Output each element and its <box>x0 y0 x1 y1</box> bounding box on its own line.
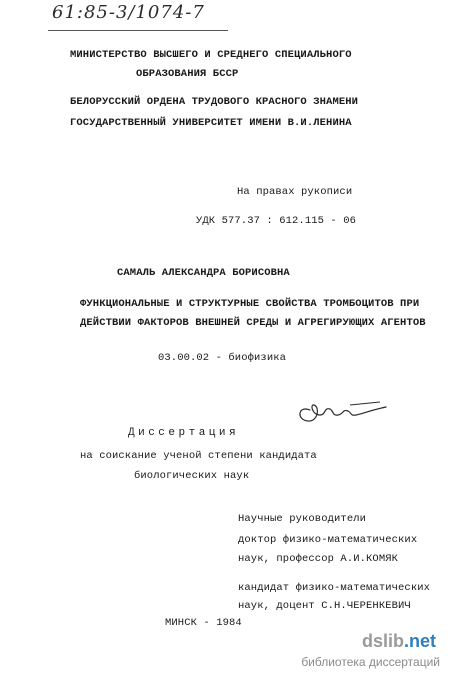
specialty-code: 03.00.02 - биофизика <box>158 352 287 364</box>
degree-line-1: на соискание ученой степени кандидата <box>80 450 317 462</box>
degree-line-2: биологических наук <box>134 470 250 482</box>
advisor-1-name: наук, профессор А.И.КОМЯК <box>238 553 399 565</box>
advisor-2-name: наук, доцент С.Н.ЧЕРЕНКЕВИЧ <box>238 600 411 612</box>
handwritten-underline <box>48 30 228 31</box>
advisors-heading: Научные руководители <box>238 513 367 525</box>
watermark-caption: библиотека диссертаций <box>301 655 440 669</box>
dissertation-title-line-2: ДЕЙСТВИИ ФАКТОРОВ ВНЕШНЕЙ СРЕДЫ И АГРЕГИРУЮЩИХ АГЕНТОВ <box>80 317 426 329</box>
author-name: САМАЛЬ АЛЕКСАНДРА БОРИСОВНА <box>117 267 290 279</box>
watermark-logo-name: dslib <box>361 631 404 651</box>
university-line-1: БЕЛОРУССКИЙ ОРДЕНА ТРУДОВОГО КРАСНОГО ЗНАМЕНИ <box>70 96 359 108</box>
dissertation-title-line-1: ФУНКЦИОНАЛЬНЫЕ И СТРУКТУРНЫЕ СВОЙСТВА ТРОМБОЦИТОВ ПРИ <box>80 298 420 310</box>
author-signature <box>290 385 390 430</box>
watermark-logo-domain: .net <box>403 631 436 651</box>
rights-reserved-note: На правах рукописи <box>237 186 353 198</box>
udc-code: УДК 577.37 : 612.115 - 06 <box>196 215 357 227</box>
university-line-2: ГОСУДАРСТВЕННЫЙ УНИВЕРСИТЕТ ИМЕНИ В.И.ЛЕНИНА <box>70 117 352 129</box>
advisor-2-title: кандидат физико-математических <box>238 582 431 594</box>
handwritten-catalog-code: 61:85-3/1074-7 <box>52 2 205 23</box>
advisor-1-title: доктор физико-математических <box>238 534 418 546</box>
ministry-line-1: МИНИСТЕРСТВО ВЫСШЕГО И СРЕДНЕГО СПЕЦИАЛЬНОГО <box>70 49 352 61</box>
ministry-line-2: ОБРАЗОВАНИЯ БССР <box>136 68 239 80</box>
document-type: Диссертация <box>128 427 240 439</box>
watermark-logo <box>362 631 436 652</box>
city-and-year: МИНСК - 1984 <box>165 617 242 629</box>
